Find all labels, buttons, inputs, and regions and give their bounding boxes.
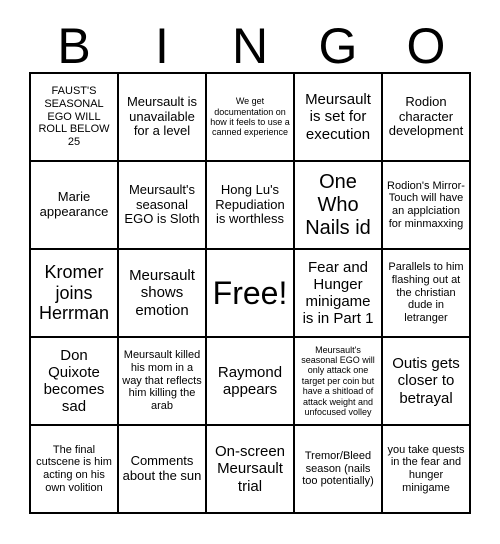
bingo-cell-r5c5[interactable]: you take quests in the fear and hunger minigame: [382, 425, 470, 513]
bingo-cell-r2c2[interactable]: Meursault's seasonal EGO is Sloth: [118, 161, 206, 249]
bingo-cell-r1c1[interactable]: FAUST'S SEASONAL EGO WILL ROLL BELOW 25: [30, 73, 118, 161]
bingo-cell-r5c1[interactable]: The final cutscene is him acting on his own volition: [30, 425, 118, 513]
bingo-cell-r4c4[interactable]: Meursault's seasonal EGO will only attack one target per coin but have a shitload of attack weight and unfocused volley: [294, 337, 382, 425]
bingo-cell-r3c4[interactable]: Fear and Hunger minigame is in Part 1: [294, 249, 382, 337]
bingo-cell-r3c1[interactable]: Kromer joins Herrman: [30, 249, 118, 337]
bingo-cell-free[interactable]: Free!: [206, 249, 294, 337]
header-letter-g: G: [318, 18, 358, 74]
header-letter-o: O: [406, 18, 446, 74]
header-letter-i: I: [155, 18, 169, 74]
bingo-cell-r5c2[interactable]: Comments about the sun: [118, 425, 206, 513]
bingo-cell-r1c5[interactable]: Rodion character development: [382, 73, 470, 161]
bingo-grid: [29, 72, 471, 514]
header-letter-n: N: [231, 18, 269, 74]
bingo-cell-r4c1[interactable]: Don Quixote becomes sad: [30, 337, 118, 425]
bingo-cell-r4c2[interactable]: Meursault killed his mom in a way that reflects him killing the arab: [118, 337, 206, 425]
bingo-cell-r5c3[interactable]: On-screen Meursault trial: [206, 425, 294, 513]
bingo-cell-r5c4[interactable]: Tremor/Bleed season (nails too potentially): [294, 425, 382, 513]
bingo-cell-r2c1[interactable]: Marie appearance: [30, 161, 118, 249]
bingo-cell-r2c4[interactable]: One Who Nails id: [294, 161, 382, 249]
header-letter-b: B: [57, 18, 91, 74]
bingo-cell-r1c2[interactable]: Meursault is unavailable for a level: [118, 73, 206, 161]
bingo-cell-r1c3[interactable]: We get documentation on how it feels to use a canned experience: [206, 73, 294, 161]
bingo-cell-r2c3[interactable]: Hong Lu's Repudiation is worthless: [206, 161, 294, 249]
bingo-cell-r2c5[interactable]: Rodion's Mirror-Touch will have an applciation for minmaxxing: [382, 161, 470, 249]
bingo-cell-r1c4[interactable]: Meursault is set for execution: [294, 73, 382, 161]
bingo-header: [30, 20, 470, 72]
bingo-cell-r4c5[interactable]: Outis gets closer to betrayal: [382, 337, 470, 425]
bingo-cell-r3c2[interactable]: Meursault shows emotion: [118, 249, 206, 337]
bingo-cell-r4c3[interactable]: Raymond appears: [206, 337, 294, 425]
bingo-cell-r3c5[interactable]: Parallels to him flashing out at the christian dude in letranger: [382, 249, 470, 337]
